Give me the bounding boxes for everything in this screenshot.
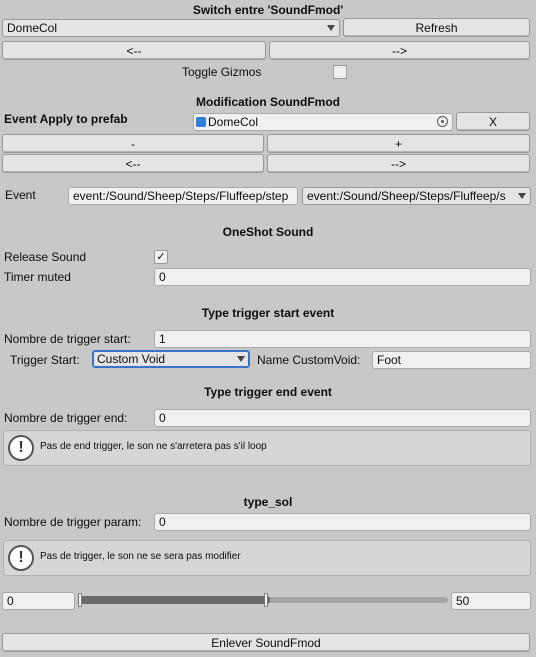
soundfmod-dropdown[interactable] (2, 19, 340, 37)
soundfmod-dropdown-value: DomeCol (7, 21, 58, 35)
trigger-end-count-label: Nombre de trigger end: (4, 411, 128, 425)
trigger-end-header: Type trigger end event (204, 385, 332, 399)
cube-icon (196, 117, 206, 127)
trigger-end-help-text: Pas de end trigger, le son ne s'arretera pas s'il loop (40, 441, 267, 452)
event-apply-label: Event Apply to prefab (4, 112, 128, 126)
release-sound-checkbox[interactable] (154, 250, 168, 264)
object-picker-icon[interactable] (437, 116, 448, 127)
range-max-input[interactable]: 50 (451, 592, 531, 610)
modification-header: Modification SoundFmod (196, 95, 340, 109)
clear-prefab-button[interactable]: X (456, 112, 530, 131)
range-slider-fill[interactable] (78, 596, 270, 604)
switch-header: Switch entre 'SoundFmod' (192, 3, 344, 17)
trigger-param-count-label: Nombre de trigger param: (4, 515, 142, 529)
event-path-input[interactable]: event:/Sound/Sheep/Steps/Fluffeep/step (68, 187, 298, 205)
event-path-dropdown[interactable] (302, 187, 531, 205)
plus-button[interactable]: + (267, 134, 530, 153)
warning-icon: ! (8, 435, 34, 461)
modification-next-button[interactable]: --> (267, 154, 530, 173)
refresh-button[interactable]: Refresh (343, 18, 530, 37)
trigger-start-dropdown[interactable] (92, 350, 250, 368)
trigger-start-value: Custom Void (97, 352, 166, 366)
timer-muted-label: Timer muted (4, 270, 71, 284)
toggle-gizmos-checkbox[interactable] (333, 65, 347, 79)
toggle-gizmos-label: Toggle Gizmos (182, 65, 262, 79)
trigger-param-count-input[interactable]: 0 (154, 513, 531, 531)
prefab-object-value: DomeCol (208, 115, 259, 129)
chevron-down-icon (327, 25, 335, 31)
modification-prev-button[interactable]: <-- (2, 154, 264, 173)
range-min-handle[interactable] (78, 593, 82, 607)
trigger-param-help-box (3, 540, 531, 576)
warning-icon: ! (8, 545, 34, 571)
range-min-input[interactable]: 0 (2, 592, 75, 610)
minus-button[interactable]: - (2, 134, 264, 153)
trigger-end-count-input[interactable]: 0 (154, 409, 531, 427)
remove-soundfmod-button[interactable]: Enlever SoundFmod (2, 633, 530, 652)
switch-next-button[interactable]: --> (269, 41, 530, 60)
trigger-end-help-box (3, 430, 531, 466)
timer-muted-input[interactable]: 0 (154, 268, 531, 286)
event-dropdown-value: event:/Sound/Sheep/Steps/Fluffeep/s (307, 189, 506, 203)
trigger-param-help-text: Pas de trigger, le son ne se sera pas modifier (40, 551, 241, 562)
chevron-down-icon (237, 356, 245, 362)
trigger-start-count-label: Nombre de trigger start: (4, 332, 131, 346)
range-max-handle[interactable] (264, 593, 268, 607)
trigger-start-count-input[interactable]: 1 (154, 330, 531, 348)
switch-prev-button[interactable]: <-- (2, 41, 266, 60)
check-icon: ✓ (156, 251, 166, 263)
chevron-down-icon (518, 193, 526, 199)
name-custom-void-input[interactable]: Foot (372, 351, 531, 369)
trigger-start-header: Type trigger start event (201, 306, 335, 320)
name-custom-void-label: Name CustomVoid: (257, 353, 361, 367)
oneshot-header: OneShot Sound (222, 225, 314, 239)
type-sol-header: type_sol (243, 495, 293, 509)
release-sound-label: Release Sound (4, 250, 87, 264)
prefab-object-field[interactable] (193, 113, 453, 131)
event-label: Event (5, 188, 36, 202)
trigger-start-label: Trigger Start: (10, 353, 80, 367)
